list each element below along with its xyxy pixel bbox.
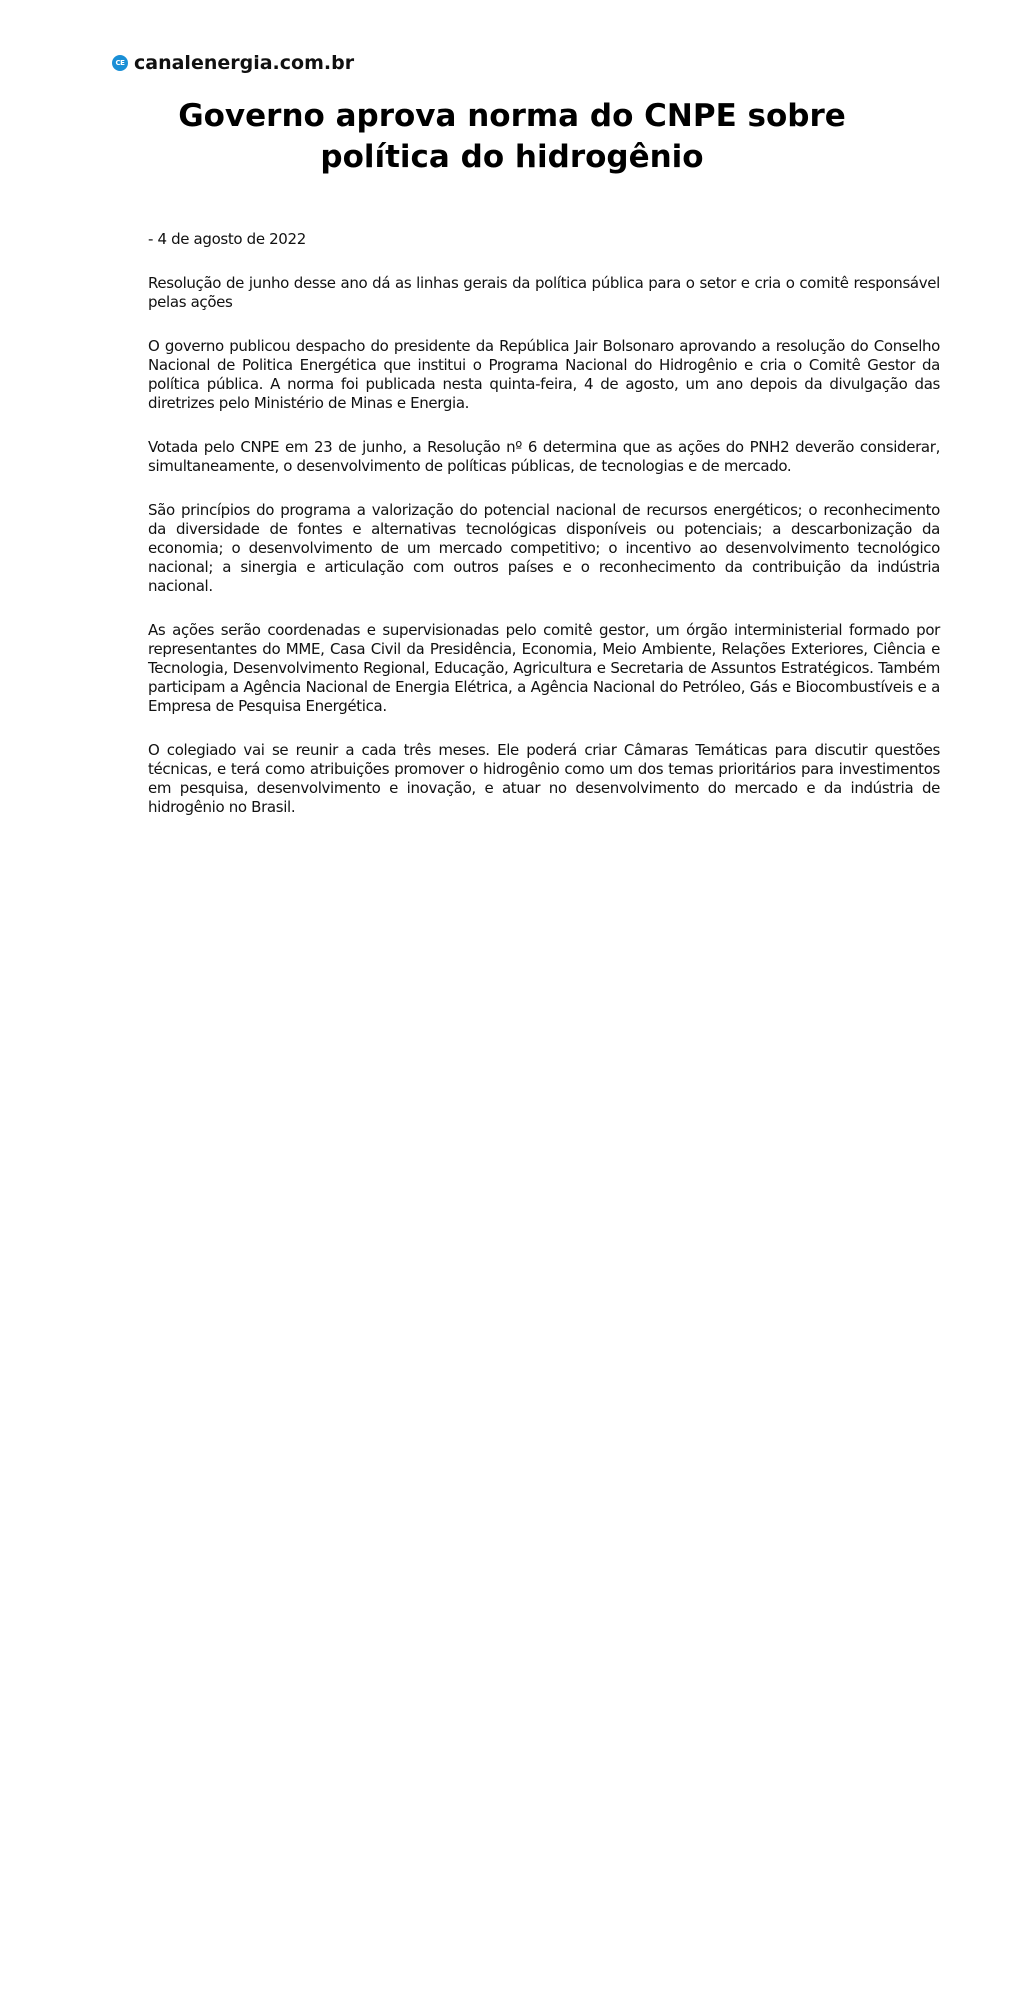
article-paragraph: As ações serão coordenadas e supervisionadas pelo comitê gestor, um órgão interministerial formado por representantes do MME, Casa Civil da Presidência, Economia, Meio Ambiente, Relações Exteriores, Ciência e Tecnologia, Desenvolvimento Regional, Educação, Agricultura e Secretaria de Assuntos Estratégicos. Também participam a Agência Nacional de Energia Elétrica, a Agência Nacional do Petróleo, Gás e Biocombustíveis e a Empresa de Pesquisa Energética. xyxy=(148,621,940,715)
article-date: - 4 de agosto de 2022 xyxy=(148,230,306,248)
article-subtitle: Resolução de junho desse ano dá as linhas gerais da política pública para o setor e cria o comitê responsável pelas ações xyxy=(148,274,940,311)
article-body xyxy=(148,230,940,842)
site-header xyxy=(112,52,354,74)
article-paragraph: O governo publicou despacho do presidente da República Jair Bolsonaro aprovando a resolução do Conselho Nacional de Politica Energética que institui o Programa Nacional do Hidrogênio e cria o Comitê Gestor da política pública. A norma foi publicada nesta quinta-feira, 4 de agosto, um ano depois da divulgação das diretrizes pelo Ministério de Minas e Energia. xyxy=(148,337,940,412)
article-paragraph: São princípios do programa a valorização do potencial nacional de recursos energéticos; o reconhecimento da diversidade de fontes e alternativas tecnológicas disponíveis ou potenciais; a descarbonização da economia; o desenvolvimento de um mercado competitivo; o incentivo ao desenvolvimento tecnológico nacional; a sinergia e articulação com outros países e o reconhecimento da contribuição da indústria nacional. xyxy=(148,501,940,595)
article-paragraph: O colegiado vai se reunir a cada três meses. Ele poderá criar Câmaras Temáticas para discutir questões técnicas, e terá como atribuições promover o hidrogênio como um dos temas prioritários para investimentos em pesquisa, desenvolvimento e inovação, e atuar no desenvolvimento do mercado e da indústria de hidrogênio no Brasil. xyxy=(148,741,940,816)
article-title: Governo aprova norma do CNPE sobre política do hidrogênio xyxy=(178,98,846,175)
site-logo-icon: CE xyxy=(112,55,128,71)
site-name-link[interactable]: canalenergia.com.br xyxy=(134,52,355,74)
article-paragraph: Votada pelo CNPE em 23 de junho, a Resolução nº 6 determina que as ações do PNH2 deverão considerar, simultaneamente, o desenvolvimento de políticas públicas, de tecnologias e de mercado. xyxy=(148,438,940,475)
